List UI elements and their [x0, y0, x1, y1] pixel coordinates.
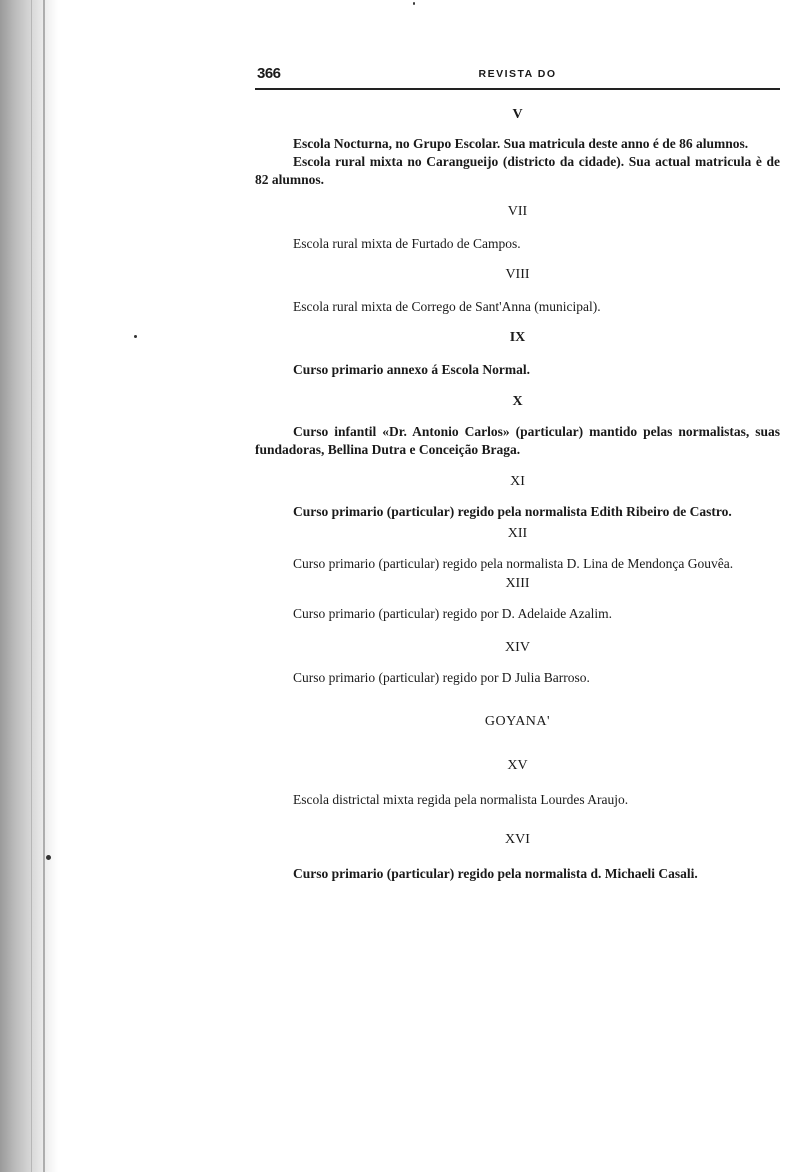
- header-rule: [255, 88, 780, 90]
- section-heading-ix: IX: [509, 330, 526, 345]
- paragraph-escola-nocturna: Escola Nocturna, no Grupo Escolar. Sua matricula deste anno é de 86 alumnos.: [293, 136, 749, 151]
- section-heading-xi: XI: [510, 474, 525, 489]
- section-x-text: [255, 423, 780, 459]
- scan-speck: [46, 855, 51, 860]
- scan-speck: [413, 2, 415, 5]
- section-xvi-text: [255, 865, 780, 883]
- section-heading-v: V: [512, 107, 523, 122]
- binding-gutter-shadow: [0, 0, 58, 1172]
- section-ix-text: [255, 361, 780, 379]
- section-heading-viii: VIII: [505, 267, 530, 282]
- paragraph-lourdes-araujo: Escola districtal mixta regida pela normalista Lourdes Araujo.: [293, 792, 629, 807]
- section-heading-x: X: [512, 394, 523, 409]
- section-v-text: [255, 135, 780, 189]
- paragraph-edith-ribeiro: Curso primario (particular) regido pela normalista Edith Ribeiro de Castro.: [293, 504, 732, 519]
- section-heading-xiii: XIII: [505, 576, 530, 591]
- paragraph-escola-normal: Curso primario annexo á Escola Normal.: [293, 362, 530, 377]
- paragraph-curso-infantil: Curso infantil «Dr. Antonio Carlos» (particular) mantido pelas normalistas, suas fundadoras, Bellina Dutra e Conceição Braga.: [255, 424, 780, 457]
- section-heading-xii: XII: [507, 526, 528, 541]
- paragraph-lina-mendonca: Curso primario (particular) regido pela normalista D. Lina de Mendonça Gouvêa.: [293, 556, 734, 571]
- paragraph-adelaide-azalim: Curso primario (particular) regido por D. Adelaide Azalim.: [293, 606, 613, 621]
- section-vii-text: [255, 235, 780, 253]
- section-xii-text: [255, 555, 780, 573]
- section-heading-xv: XV: [507, 758, 528, 773]
- paragraph-escola-carangueijo: Escola rural mixta no Carangueijo (districto da cidade). Sua actual matricula è de 82 alumnos.: [255, 154, 780, 187]
- page-number: 366: [257, 65, 281, 82]
- book-page: [255, 62, 780, 883]
- section-heading-xvi: XVI: [505, 832, 530, 847]
- paragraph-julia-barroso: Curso primario (particular) regido por D Julia Barroso.: [293, 670, 590, 685]
- section-heading-xiv: XIV: [505, 640, 530, 655]
- place-heading-goyana: GOYANA': [484, 714, 551, 729]
- binding-edge-line: [43, 0, 45, 1172]
- section-viii-text: [255, 298, 780, 316]
- section-xiv-text: [255, 669, 780, 687]
- paragraph-michaeli-casali: Curso primario (particular) regido pela normalista d. Michaeli Casali.: [293, 866, 698, 881]
- section-heading-vii: VII: [507, 204, 528, 219]
- running-head: [255, 62, 780, 84]
- section-xi-text: [255, 503, 780, 521]
- binding-edge-line-thin: [31, 0, 32, 1172]
- journal-title: REVISTA DO: [478, 68, 557, 80]
- section-xiii-text: [255, 605, 780, 623]
- paragraph-furtado-de-campos: Escola rural mixta de Furtado de Campos.: [293, 236, 521, 251]
- paragraph-corrego-santanna: Escola rural mixta de Corrego de Sant'Anna (municipal).: [293, 299, 601, 314]
- scan-speck: [134, 335, 137, 338]
- section-xv-text: [255, 791, 780, 809]
